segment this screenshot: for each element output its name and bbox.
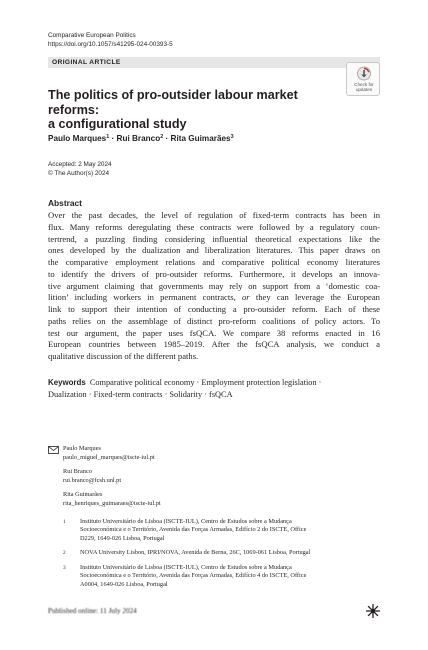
abstract-heading: Abstract	[48, 198, 82, 208]
abstract-line: Over the past decades, the level of regulation of fixed-term contracts has been in	[48, 210, 380, 220]
author-name: Rui Branco	[116, 134, 161, 143]
affiliation-number: 2	[63, 550, 66, 556]
affiliation-text: NOVA University Lisbon, IPRI/NOVA, Avenida de Berna, 26C, 1069-061 Lisboa, Portugal	[80, 549, 311, 556]
check-for-updates-button[interactable]	[346, 62, 380, 96]
contact-name: Paulo Marques	[63, 445, 101, 452]
abstract-line: qualitative discussion of the different paths.	[48, 351, 199, 361]
abstract-line: test our argument, the paper uses fsQCA. We compare 38 reforms enacted in 16	[48, 327, 380, 338]
abstract-line: the comparative employment relations and comparative political economy literatures	[48, 257, 380, 267]
article-title: The politics of pro-outsider labour market reforms: a configurational study	[48, 88, 298, 131]
contact-email[interactable]: paulo_miguel_marques@iscte-iul.pt	[63, 453, 155, 461]
keywords-line: Comparative political economy · Employment protection legislation ·	[89, 378, 322, 387]
journal-name: Comparative European Politics	[48, 32, 136, 39]
author-name: Rita Guimarães	[170, 134, 231, 143]
copyright-notice: © The Author(s) 2024	[48, 170, 110, 177]
abstract-line: flux. Many reforms deregulating these contracts were followed by a regulatory coun-	[48, 221, 380, 232]
abstract-line: ones developed by the dualization and liberalization literatures. This paper draws on	[48, 245, 380, 256]
author-affiliation-mark: 3	[230, 134, 234, 140]
article-type: ORIGINAL ARTICLE	[52, 59, 121, 66]
affiliation-number: 3	[63, 565, 66, 571]
author-separator: ·	[111, 134, 115, 143]
author-separator: ·	[165, 134, 169, 143]
keywords-line: Dualization · Fixed-term contracts · Solidarity · fsQCA	[48, 389, 233, 399]
author-affiliation-mark: 1	[106, 134, 110, 140]
published-date: Published online: 11 July 2024	[48, 607, 137, 615]
abstract-line: paths relies on the assemblage of distinct pro-reform coalitions of policy actors. To	[48, 315, 380, 326]
check-for-updates-icon	[357, 66, 371, 81]
affiliation-text: Instituto Universitário de Lisboa (ISCTE-IUL), Centro de Estudos sobre a Mudança Socioeconómica e o Território, Avenida das Forças Armadas, Edifício 4 do ISCTE, Office A0004, 1649-026 Lisboa, Portugal	[80, 564, 307, 588]
check-for-updates-label: Check for updates	[354, 82, 374, 93]
abstract-line: tive argument claiming that governments may rely on support from a ‘domestic coa-	[48, 280, 380, 291]
abstract-text	[48, 210, 380, 363]
abstract-line: European countries between 1985–2019. After the fsQCA analysis, we conduct a	[48, 339, 380, 350]
abstract-line: link to support their intention of conducting a pro-outsider reform. Each of these	[48, 304, 380, 314]
abstract-line: to identify the drivers of pro-outsider reforms. Furthermore, it develops an innova-	[48, 268, 380, 279]
springer-horse-icon	[365, 603, 381, 619]
keywords	[48, 377, 380, 401]
accepted-date: Accepted: 2 May 2024	[48, 161, 112, 168]
abstract-line: lition’ including workers in permanent contracts, or they can leverage the European	[48, 292, 380, 303]
affiliation-number: 1	[63, 519, 66, 525]
abstract-line: tertrend, a puzzling finding considering influential theoretical expectations like the	[48, 233, 380, 244]
contact-email[interactable]: rui.branco@fcsh.unl.pt	[63, 476, 122, 484]
envelope-icon	[48, 446, 59, 454]
contact-name: Rita Guimarães	[63, 491, 103, 498]
keywords-label: Keywords	[48, 378, 86, 387]
author-list	[48, 132, 234, 144]
doi-link[interactable]: https://doi.org/10.1057/s41295-024-00393-5	[48, 41, 173, 48]
affiliation-text: Instituto Universitário de Lisboa (ISCTE-IUL), Centro de Estudos sobre a Mudança Socioeconómica e o Território, Avenida das Forças Armadas, Edifício 2 do ISCTE, Office D229, 1649-026 Lisboa, Portugal	[80, 518, 307, 542]
contact-email[interactable]: rita_henriques_guimaraes@iscte-iul.pt	[63, 499, 161, 507]
author-affiliation-mark: 2	[160, 134, 164, 140]
contact-name: Rui Branco	[63, 468, 92, 475]
author-name: Paulo Marques	[48, 134, 107, 143]
